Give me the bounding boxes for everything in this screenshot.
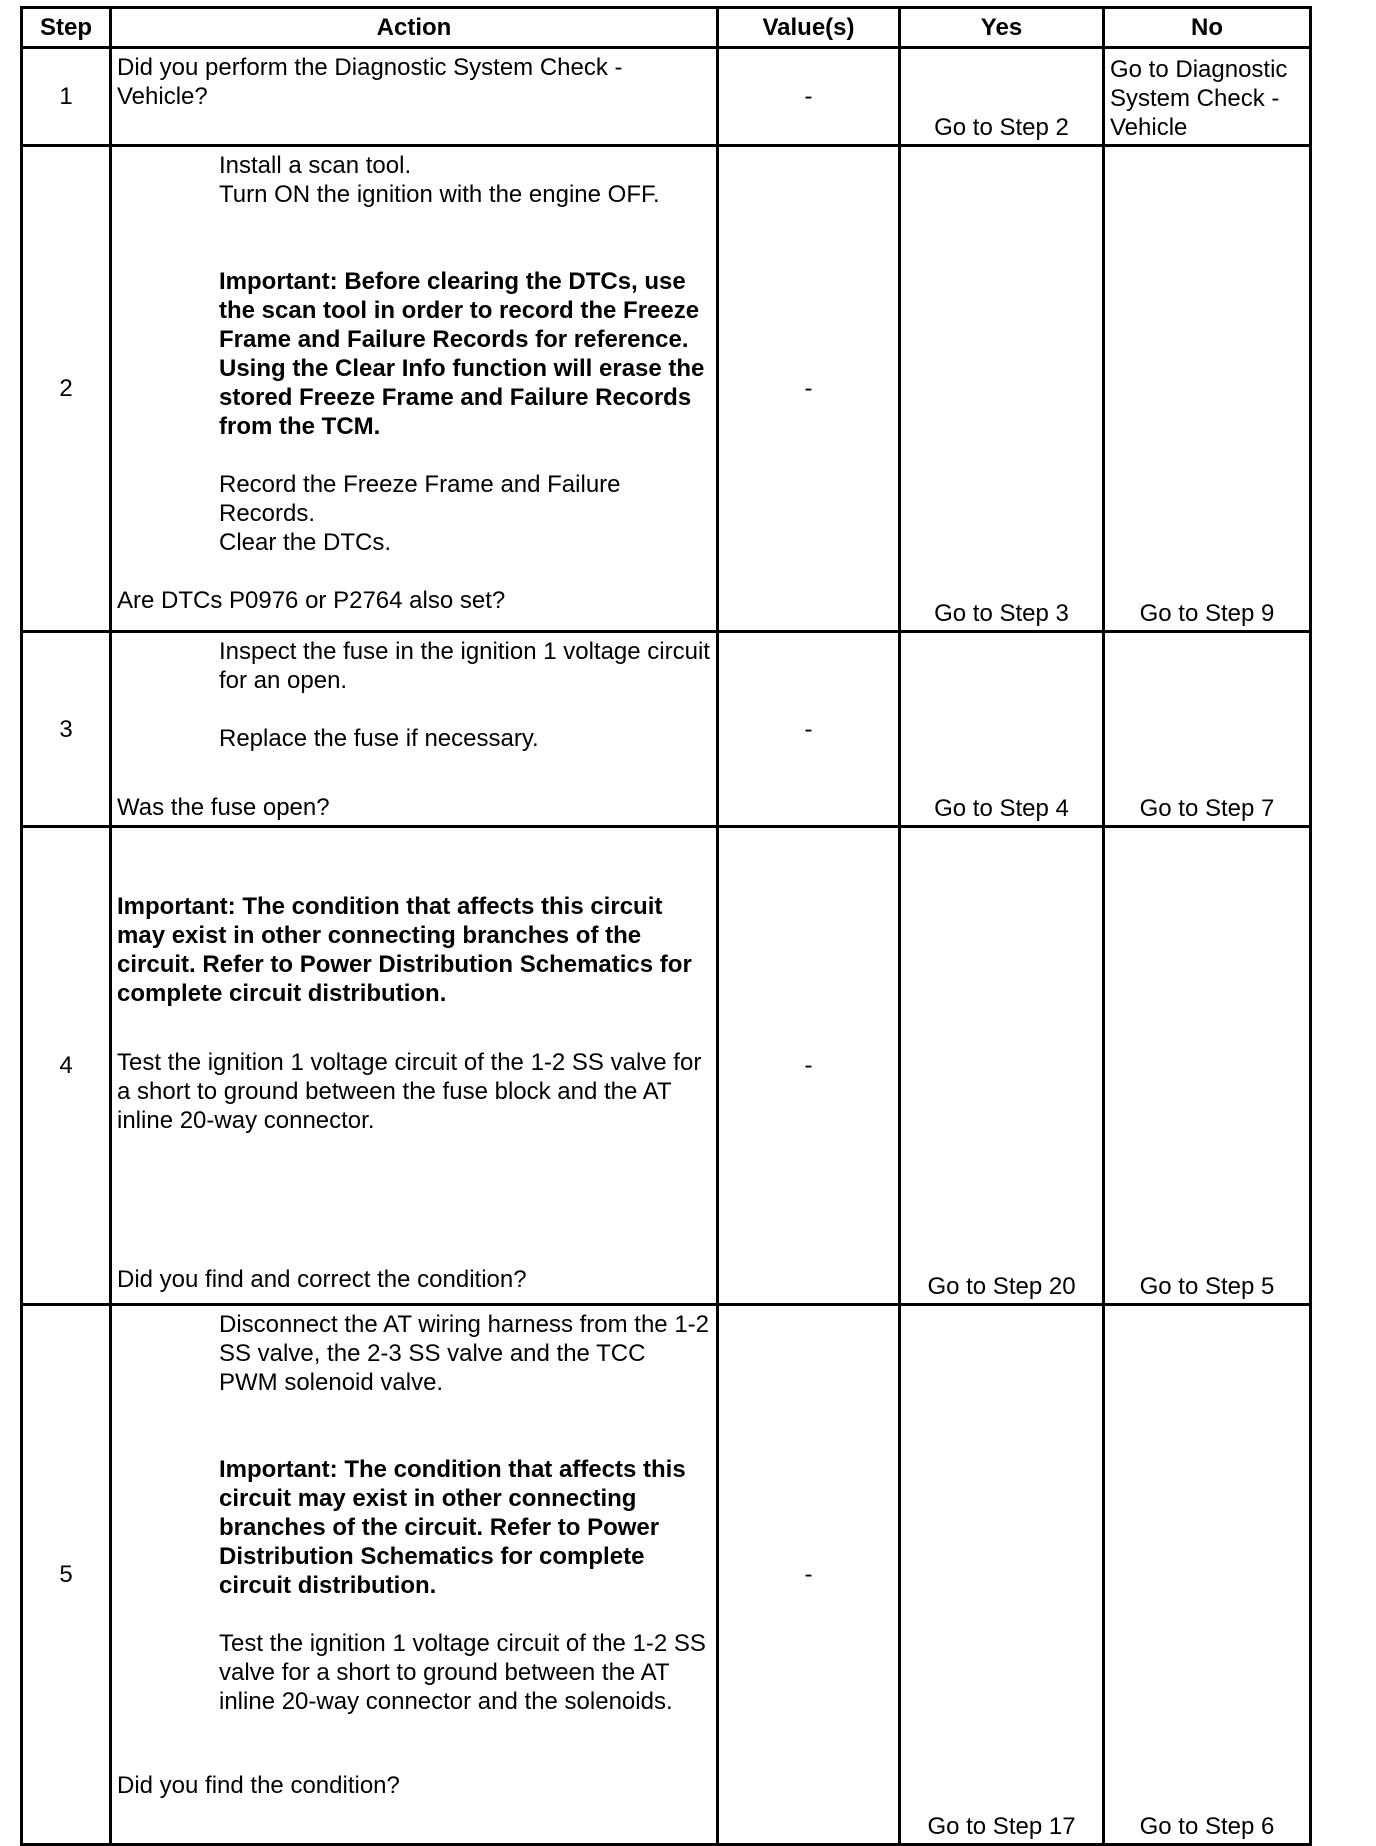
table-row-step-4 (22, 827, 1311, 1305)
value-cell: - (718, 146, 900, 632)
action-question: Did you find and correct the condition? (117, 1266, 527, 1293)
important-note: Important: The condition that affects this circuit may exist in other connecting branches of the circuit. Refer to Power Distribution Schematics for complete circuit distribution. (117, 893, 692, 1007)
yes-cell: Go to Step 20 (900, 827, 1104, 1305)
action-line: Test the ignition 1 voltage circuit of the 1-2 SS valve for a short to ground between the AT inline 20-way connector and the solenoids. (219, 1630, 706, 1715)
no-cell: Go to Step 9 (1104, 146, 1311, 632)
table-row-step-5 (22, 1305, 1311, 1845)
value-cell: - (718, 48, 900, 146)
step-number: 5 (22, 1305, 111, 1845)
action-question: Did you perform the Diagnostic System Check - Vehicle? (117, 54, 623, 110)
value-cell: - (718, 1305, 900, 1845)
step-number: 3 (22, 632, 111, 827)
yes-cell: Go to Step 2 (900, 48, 1104, 146)
important-note: Important: Before clearing the DTCs, use the scan tool in order to record the Freeze Frame and Failure Records for reference. Using the Clear Info function will erase the stored Freeze Frame and Failure Records from the TCM. (219, 268, 705, 440)
action-question: Are DTCs P0976 or P2764 also set? (117, 587, 506, 614)
action-line: Record the Freeze Frame and Failure Records. (219, 471, 621, 527)
action-line: Disconnect the AT wiring harness from the 1-2 SS valve, the 2-3 SS valve and the TCC PWM solenoid valve. (219, 1311, 710, 1396)
header-no: No (1104, 8, 1311, 48)
action-line: Clear the DTCs. (219, 529, 392, 556)
diagnostic-table (20, 6, 1312, 1846)
table-row-step-2 (22, 146, 1311, 632)
action-cell (111, 632, 718, 827)
no-cell: Go to Step 5 (1104, 827, 1311, 1305)
action-cell (111, 48, 718, 146)
action-cell (111, 1305, 718, 1845)
header-yes: Yes (900, 8, 1104, 48)
yes-cell: Go to Step 4 (900, 632, 1104, 827)
value-cell: - (718, 827, 900, 1305)
yes-cell: Go to Step 3 (900, 146, 1104, 632)
no-cell: Go to Step 6 (1104, 1305, 1311, 1845)
step-number: 1 (22, 48, 111, 146)
table-row-step-1 (22, 48, 1311, 146)
header-row (22, 8, 1311, 48)
action-line: Test the ignition 1 voltage circuit of the 1-2 SS valve for a short to ground between the fuse block and the AT inline 20-way connector. (117, 1049, 702, 1134)
action-line: Replace the fuse if necessary. (219, 725, 539, 752)
step-number: 2 (22, 146, 111, 632)
header-step: Step (22, 8, 111, 48)
action-cell (111, 146, 718, 632)
action-line: Inspect the fuse in the ignition 1 voltage circuit for an open. (219, 638, 710, 694)
header-action: Action (111, 8, 718, 48)
table-row-step-3 (22, 632, 1311, 827)
action-cell (111, 827, 718, 1305)
header-values: Value(s) (718, 8, 900, 48)
action-line: Turn ON the ignition with the engine OFF. (219, 181, 660, 208)
no-cell: Go to Diagnostic System Check - Vehicle (1104, 48, 1311, 146)
action-line: Install a scan tool. (219, 152, 412, 179)
action-question: Did you find the condition? (117, 1772, 400, 1799)
yes-cell: Go to Step 17 (900, 1305, 1104, 1845)
no-cell: Go to Step 7 (1104, 632, 1311, 827)
value-cell: - (718, 632, 900, 827)
important-note: Important: The condition that affects this circuit may exist in other connecting branches of the circuit. Refer to Power Distribution Schematics for complete circuit distribution. (219, 1456, 686, 1599)
step-number: 4 (22, 827, 111, 1305)
action-question: Was the fuse open? (117, 794, 330, 821)
